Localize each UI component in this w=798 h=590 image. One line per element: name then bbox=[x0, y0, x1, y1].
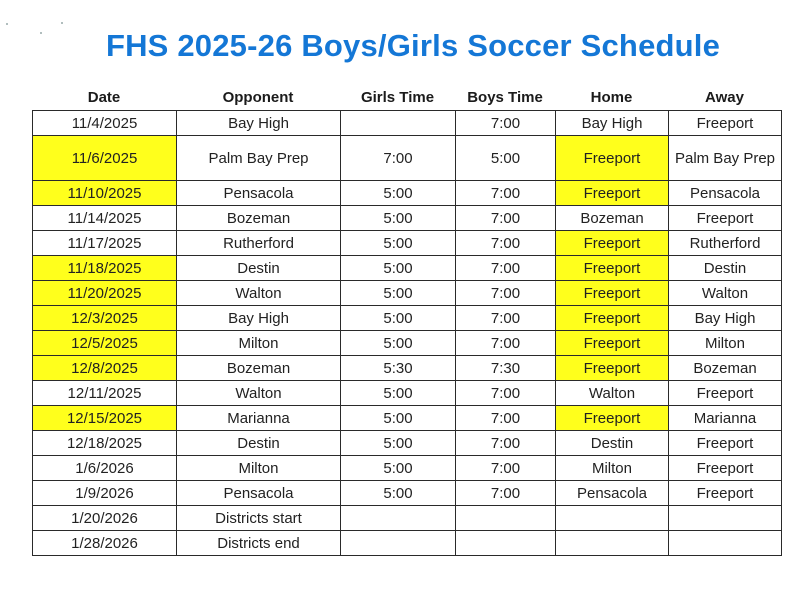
date-cell: 1/20/2026 bbox=[33, 506, 177, 531]
table-row bbox=[33, 481, 782, 506]
girls-time-cell: 5:00 bbox=[341, 281, 456, 306]
date-cell: 12/11/2025 bbox=[33, 381, 177, 406]
boys-time-cell: 7:00 bbox=[456, 306, 556, 331]
home-cell: Freeport bbox=[556, 356, 669, 381]
girls-time-cell: 5:00 bbox=[341, 481, 456, 506]
column-header-date: Date bbox=[87, 89, 121, 106]
date-cell: 12/5/2025 bbox=[33, 331, 177, 356]
girls-time-cell: 5:00 bbox=[341, 206, 456, 231]
boys-time-cell: 7:00 bbox=[456, 331, 556, 356]
home-cell: Freeport bbox=[556, 181, 669, 206]
schedule-body bbox=[33, 111, 782, 556]
away-cell: Marianna bbox=[669, 406, 782, 431]
opponent-cell: Rutherford bbox=[177, 231, 341, 256]
table-row bbox=[33, 206, 782, 231]
opponent-cell: Marianna bbox=[177, 406, 341, 431]
opponent-cell: Pensacola bbox=[177, 481, 341, 506]
column-header-away: Away bbox=[705, 89, 744, 106]
home-cell: Destin bbox=[556, 431, 669, 456]
girls-time-cell: 5:00 bbox=[341, 381, 456, 406]
date-cell: 12/18/2025 bbox=[33, 431, 177, 456]
date-cell: 1/6/2026 bbox=[33, 456, 177, 481]
away-cell bbox=[669, 531, 782, 556]
opponent-cell: Bay High bbox=[177, 111, 341, 136]
boys-time-cell: 7:00 bbox=[456, 256, 556, 281]
girls-time-cell: 5:30 bbox=[341, 356, 456, 381]
home-cell: Milton bbox=[556, 456, 669, 481]
boys-time-cell: 7:30 bbox=[456, 356, 556, 381]
home-cell: Freeport bbox=[556, 136, 669, 181]
table-row bbox=[33, 136, 782, 181]
girls-time-cell bbox=[341, 531, 456, 556]
away-cell: Bozeman bbox=[669, 356, 782, 381]
date-cell: 11/4/2025 bbox=[33, 111, 177, 136]
away-cell: Freeport bbox=[669, 456, 782, 481]
away-cell: Pensacola bbox=[669, 181, 782, 206]
boys-time-cell bbox=[456, 531, 556, 556]
away-cell: Freeport bbox=[669, 381, 782, 406]
table-row bbox=[33, 431, 782, 456]
home-cell: Freeport bbox=[556, 256, 669, 281]
date-cell: 1/9/2026 bbox=[33, 481, 177, 506]
girls-time-cell: 5:00 bbox=[341, 456, 456, 481]
opponent-cell: Palm Bay Prep bbox=[177, 136, 341, 181]
table-row bbox=[33, 181, 782, 206]
girls-time-cell: 5:00 bbox=[341, 331, 456, 356]
schedule-table bbox=[32, 110, 782, 556]
boys-time-cell: 5:00 bbox=[456, 136, 556, 181]
date-cell: 11/10/2025 bbox=[33, 181, 177, 206]
home-cell: Freeport bbox=[556, 281, 669, 306]
date-cell: 11/14/2025 bbox=[33, 206, 177, 231]
boys-time-cell: 7:00 bbox=[456, 281, 556, 306]
page-title: FHS 2025-26 Boys/Girls Soccer Schedule bbox=[105, 28, 721, 63]
table-row bbox=[33, 356, 782, 381]
away-cell: Bay High bbox=[669, 306, 782, 331]
home-cell: Freeport bbox=[556, 306, 669, 331]
table-row bbox=[33, 381, 782, 406]
away-cell: Freeport bbox=[669, 431, 782, 456]
home-cell: Walton bbox=[556, 381, 669, 406]
opponent-cell: Bozeman bbox=[177, 356, 341, 381]
opponent-cell: Destin bbox=[177, 431, 341, 456]
home-cell: Freeport bbox=[556, 231, 669, 256]
date-cell: 11/17/2025 bbox=[33, 231, 177, 256]
boys-time-cell: 7:00 bbox=[456, 456, 556, 481]
boys-time-cell: 7:00 bbox=[456, 481, 556, 506]
table-row bbox=[33, 256, 782, 281]
date-cell: 12/15/2025 bbox=[33, 406, 177, 431]
column-header-opponent: Opponent bbox=[222, 89, 294, 106]
opponent-cell: Districts start bbox=[177, 506, 341, 531]
table-row bbox=[33, 331, 782, 356]
table-row bbox=[33, 231, 782, 256]
column-header-home: Home bbox=[590, 89, 633, 106]
away-cell: Walton bbox=[669, 281, 782, 306]
boys-time-cell: 7:00 bbox=[456, 111, 556, 136]
girls-time-cell: 5:00 bbox=[341, 406, 456, 431]
table-row bbox=[33, 531, 782, 556]
girls-time-cell: 7:00 bbox=[341, 136, 456, 181]
away-cell bbox=[669, 506, 782, 531]
table-row bbox=[33, 456, 782, 481]
opponent-cell: Destin bbox=[177, 256, 341, 281]
away-cell: Rutherford bbox=[669, 231, 782, 256]
scan-speck bbox=[6, 23, 8, 25]
scan-speck bbox=[61, 22, 63, 24]
opponent-cell: Bay High bbox=[177, 306, 341, 331]
date-cell: 11/6/2025 bbox=[33, 136, 177, 181]
date-cell: 1/28/2026 bbox=[33, 531, 177, 556]
home-cell bbox=[556, 531, 669, 556]
girls-time-cell: 5:00 bbox=[341, 256, 456, 281]
table-row bbox=[33, 111, 782, 136]
table-row bbox=[33, 281, 782, 306]
girls-time-cell: 5:00 bbox=[341, 231, 456, 256]
opponent-cell: Districts end bbox=[177, 531, 341, 556]
away-cell: Destin bbox=[669, 256, 782, 281]
table-row bbox=[33, 406, 782, 431]
girls-time-cell: 5:00 bbox=[341, 431, 456, 456]
date-cell: 12/3/2025 bbox=[33, 306, 177, 331]
table-row bbox=[33, 306, 782, 331]
home-cell: Freeport bbox=[556, 406, 669, 431]
home-cell: Bay High bbox=[556, 111, 669, 136]
home-cell: Pensacola bbox=[556, 481, 669, 506]
away-cell: Freeport bbox=[669, 111, 782, 136]
boys-time-cell: 7:00 bbox=[456, 431, 556, 456]
home-cell: Bozeman bbox=[556, 206, 669, 231]
boys-time-cell bbox=[456, 506, 556, 531]
boys-time-cell: 7:00 bbox=[456, 206, 556, 231]
girls-time-cell bbox=[341, 111, 456, 136]
opponent-cell: Bozeman bbox=[177, 206, 341, 231]
date-cell: 11/18/2025 bbox=[33, 256, 177, 281]
girls-time-cell: 5:00 bbox=[341, 181, 456, 206]
boys-time-cell: 7:00 bbox=[456, 231, 556, 256]
home-cell bbox=[556, 506, 669, 531]
column-header-boys-time: Boys Time bbox=[467, 89, 543, 106]
home-cell: Freeport bbox=[556, 331, 669, 356]
girls-time-cell bbox=[341, 506, 456, 531]
table-row bbox=[33, 506, 782, 531]
date-cell: 12/8/2025 bbox=[33, 356, 177, 381]
opponent-cell: Pensacola bbox=[177, 181, 341, 206]
away-cell: Palm Bay Prep bbox=[669, 136, 782, 181]
opponent-cell: Walton bbox=[177, 381, 341, 406]
boys-time-cell: 7:00 bbox=[456, 381, 556, 406]
date-cell: 11/20/2025 bbox=[33, 281, 177, 306]
away-cell: Freeport bbox=[669, 481, 782, 506]
away-cell: Freeport bbox=[669, 206, 782, 231]
column-header-girls-time: Girls Time bbox=[360, 89, 435, 106]
boys-time-cell: 7:00 bbox=[456, 181, 556, 206]
girls-time-cell: 5:00 bbox=[341, 306, 456, 331]
opponent-cell: Walton bbox=[177, 281, 341, 306]
away-cell: Milton bbox=[669, 331, 782, 356]
opponent-cell: Milton bbox=[177, 456, 341, 481]
boys-time-cell: 7:00 bbox=[456, 406, 556, 431]
opponent-cell: Milton bbox=[177, 331, 341, 356]
